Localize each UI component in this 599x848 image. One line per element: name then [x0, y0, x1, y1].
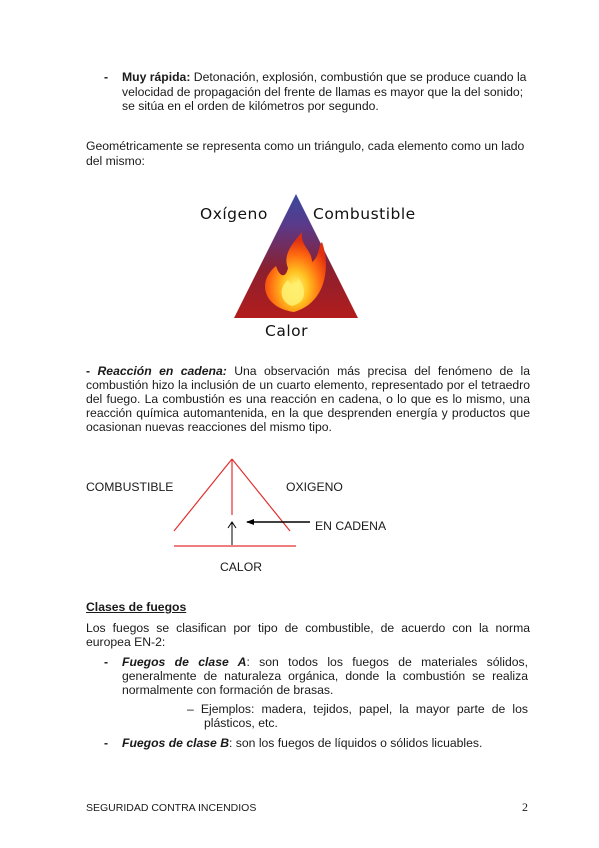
chain-line-4: reacción química automantenida, en la que desprenden energía y productos que	[86, 406, 530, 420]
class-b-label: Fuegos de clase B	[122, 736, 230, 750]
class-a-example-line-2: plásticos, etc.	[204, 716, 278, 730]
chain-line-5: ocasionan nuevas reacciones del mismo tipo.	[86, 420, 332, 434]
class-a-dash: -	[104, 655, 109, 669]
triangle-label-fuel: Combustible	[313, 205, 416, 223]
chain-line-3: del fuego. La combustión es una reacción en cadena, o lo que es lo mismo, una	[86, 392, 530, 406]
class-b-dash: -	[104, 736, 109, 750]
diagram-label-oxigeno: OXIGENO	[286, 480, 343, 494]
triangle-label-oxygen: Oxígeno	[200, 205, 268, 223]
class-b-text: : son los fuegos de líquidos o sólidos licuables.	[229, 736, 483, 750]
chain-line-1-text: Una observación más precisa del fenómeno de la	[226, 364, 531, 378]
class-a-line-1-text: : son todos los fuegos de materiales sólidos,	[246, 655, 528, 669]
bullet-label: Muy rápida:	[122, 70, 191, 84]
class-a-line-1	[122, 655, 528, 669]
chain-line-2: combustión hizo la inclusión de un cuarto elemento, representado por el tetraedro	[86, 378, 530, 392]
diagram-label-calor: CALOR	[220, 560, 262, 574]
class-a-label: Fuegos de clase A	[122, 655, 247, 669]
class-a-line-3: normalmente con formación de brasas.	[122, 683, 334, 697]
class-a-line-2: generalmente de naturaleza orgánica, donde la combustión se realiza	[122, 669, 528, 683]
intro-line-1: Los fuegos se clasifican por tipo de combustible, de acuerdo con la norma	[86, 621, 530, 635]
bullet-line-3: se sitúa en el orden de kilómetros por segundo.	[122, 99, 379, 113]
tetrahedron-lines	[160, 450, 360, 560]
intro-line-2: europea EN-2:	[86, 635, 166, 649]
diagram-label-en-cadena: EN CADENA	[315, 519, 387, 533]
bullet-dash: -	[104, 70, 109, 84]
bullet-line-1	[122, 70, 528, 84]
page-number: 2	[522, 800, 528, 814]
bullet-text: Detonación, explosión, combustión que se produce cuando la	[190, 70, 527, 84]
class-b-line	[122, 736, 482, 750]
chain-label: Reacción en cadena:	[97, 364, 227, 378]
section-heading: Clases de fuegos	[86, 600, 187, 614]
chain-line-1	[86, 364, 530, 378]
fire-triangle-figure	[190, 190, 430, 344]
bullet-line-2: velocidad de propagación del frente de llamas es mayor que la del sonido;	[122, 85, 524, 99]
chain-prefix: -	[86, 364, 98, 378]
triangle-label-heat: Calor	[265, 322, 308, 340]
class-a-example-line-1: – Ejemplos: madera, tejidos, papel, la mayor parte de los	[187, 702, 528, 716]
paragraph-line-1: Geométricamente se representa como un triángulo, cada elemento como un lado	[86, 139, 525, 153]
diagram-label-combustible: COMBUSTIBLE	[86, 480, 174, 494]
paragraph-line-2: del mismo:	[86, 154, 145, 168]
footer-title: SEGURIDAD CONTRA INCENDIOS	[86, 802, 257, 814]
